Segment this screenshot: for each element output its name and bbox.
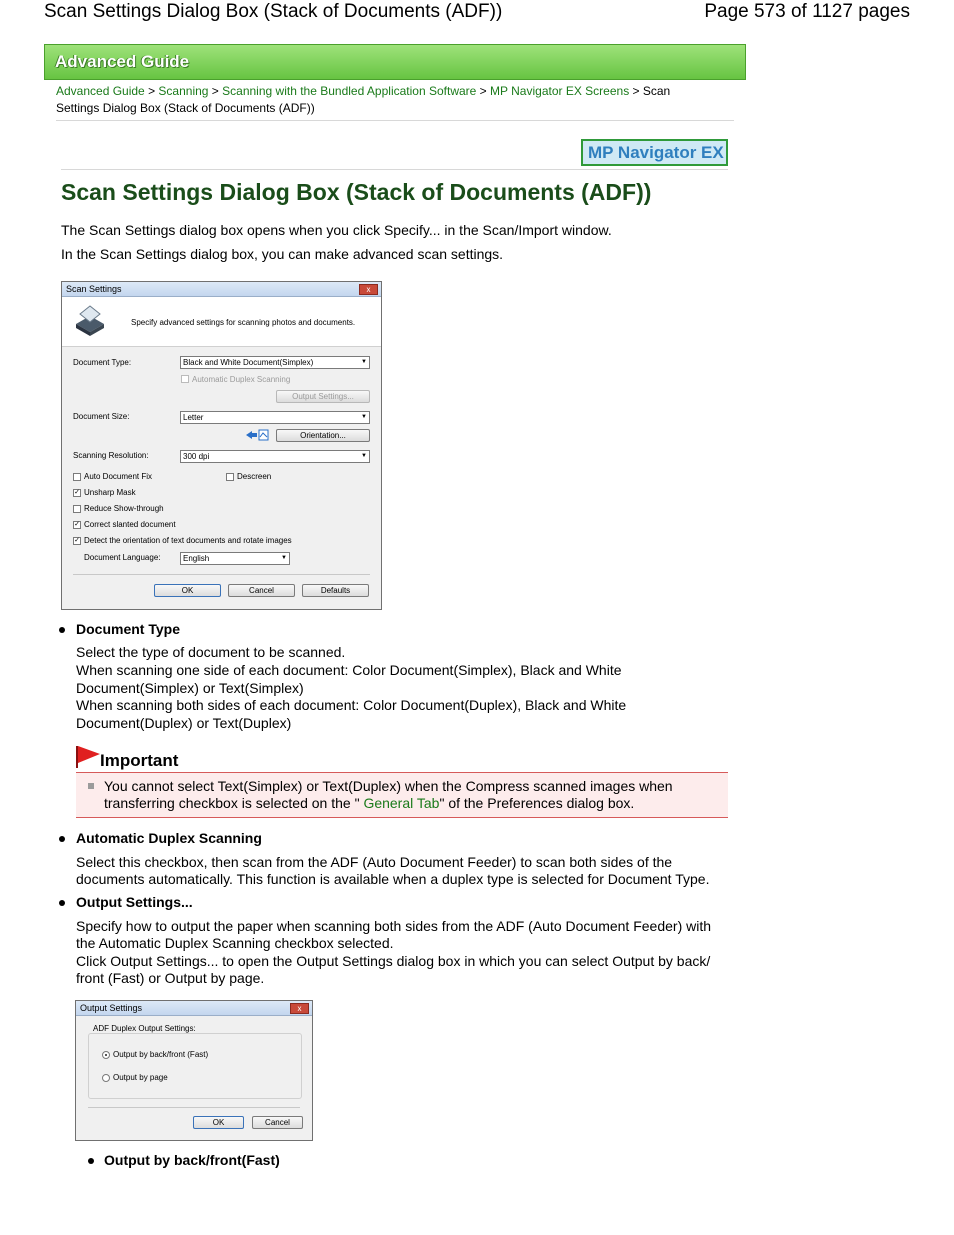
- output-settings-line: Specify how to output the paper when scanning both sides from the ADF (Auto Document Feeder) with: [76, 918, 712, 934]
- output-back-front-radio[interactable]: [102, 1051, 110, 1059]
- ok-button[interactable]: OK: [193, 1116, 244, 1129]
- unsharp-mask-label: Unsharp Mask: [84, 488, 136, 497]
- orientation-button[interactable]: Orientation...: [276, 429, 370, 442]
- breadcrumb-advanced-guide[interactable]: Advanced Guide: [56, 84, 145, 98]
- auto-duplex-line: Select this checkbox, then scan from the ADF (Auto Document Feeder) to scan both sides of the: [76, 854, 673, 870]
- output-settings-line: the Automatic Duplex Scanning checkbox selected.: [76, 935, 394, 951]
- document-type-select[interactable]: Black and White Document(Simplex) ▼: [180, 356, 370, 369]
- reduce-show-through-checkbox[interactable]: [73, 505, 81, 513]
- mp-navigator-logo: [581, 139, 728, 166]
- correct-slanted-label: Correct slanted document: [84, 520, 176, 529]
- document-type-line: When scanning both sides of each document: Color Document(Duplex), Black and White: [76, 697, 627, 713]
- important-label: Important: [100, 751, 179, 770]
- auto-duplex-label: Automatic Duplex Scanning: [192, 375, 291, 384]
- close-icon[interactable]: x: [290, 1003, 309, 1014]
- document-type-label: Document Type:: [73, 358, 132, 367]
- breadcrumb: [56, 83, 716, 117]
- flag-icon: [76, 745, 100, 769]
- document-size-select[interactable]: Letter ▼: [180, 411, 370, 424]
- advanced-guide-banner: [44, 44, 746, 80]
- important-line-2-pre: transferring checkbox is selected on the ": [104, 795, 364, 811]
- page-header: [44, 0, 910, 26]
- cancel-button[interactable]: Cancel: [228, 584, 295, 597]
- output-settings-dialog: [75, 1000, 313, 1141]
- adf-duplex-group-label: ADF Duplex Output Settings:: [93, 1024, 196, 1033]
- page-counter: Page 573 of 1127 pages: [704, 1, 910, 22]
- document-type-line: Document(Duplex) or Text(Duplex): [76, 715, 292, 731]
- detect-orientation-label: Detect the orientation of text documents and rotate images: [84, 536, 292, 545]
- resolution-label: Scanning Resolution:: [73, 451, 149, 460]
- document-type-heading: Document Type: [76, 621, 180, 637]
- close-icon[interactable]: x: [359, 284, 378, 295]
- output-by-page-radio[interactable]: [102, 1074, 110, 1082]
- important-line-2: [104, 795, 634, 813]
- breadcrumb-sep: >: [208, 84, 223, 98]
- auto-duplex-checkbox[interactable]: [181, 375, 189, 383]
- intro-line-1: The Scan Settings dialog box opens when you click Specify... in the Scan/Import window.: [61, 222, 612, 238]
- output-settings-line: Click Output Settings... to open the Output Settings dialog box in which you can select Output by back/: [76, 953, 711, 969]
- bullet: [59, 836, 65, 842]
- auto-duplex-line: documents automatically. This function is available when a duplex type is selected for Document Type.: [76, 871, 710, 887]
- document-language-label: Document Language:: [84, 553, 161, 562]
- output-by-page-label: Output by page: [113, 1073, 168, 1082]
- dialog-divider: [73, 574, 370, 575]
- auto-duplex-heading: Automatic Duplex Scanning: [76, 830, 262, 846]
- important-line-1: You cannot select Text(Simplex) or Text(Duplex) when the Compress scanned images when: [104, 778, 673, 794]
- output-settings-heading: Output Settings...: [76, 894, 193, 910]
- document-language-select[interactable]: English ▼: [180, 552, 290, 565]
- bullet: [59, 627, 65, 633]
- breadcrumb-sep: >: [476, 84, 491, 98]
- intro-line-2: In the Scan Settings dialog box, you can make advanced scan settings.: [61, 246, 504, 262]
- scanner-icon: [72, 302, 108, 338]
- dialog-titlebar: [76, 1001, 312, 1016]
- resolution-select[interactable]: 300 dpi ▼: [180, 450, 370, 463]
- dialog-title: Scan Settings: [66, 284, 122, 294]
- cancel-button[interactable]: Cancel: [252, 1116, 303, 1129]
- output-back-front-heading: Output by back/front(Fast): [104, 1152, 280, 1168]
- descreen-checkbox[interactable]: [226, 473, 234, 481]
- breadcrumb-bundled-software[interactable]: Scanning with the Bundled Application Software: [222, 84, 477, 98]
- breadcrumb-sep: >: [629, 84, 643, 98]
- descreen-label: Descreen: [237, 472, 272, 481]
- scan-settings-dialog: [61, 281, 382, 610]
- header-title: Scan Settings Dialog Box (Stack of Documents (ADF)): [44, 1, 503, 22]
- dialog-divider: [88, 1107, 300, 1108]
- dialog-title: Output Settings: [80, 1003, 143, 1013]
- document-type-line: Document(Simplex) or Text(Simplex): [76, 680, 304, 696]
- document-size-label: Document Size:: [73, 412, 130, 421]
- divider: [61, 169, 728, 170]
- dialog-titlebar: [62, 282, 381, 297]
- output-back-front-label: Output by back/front (Fast): [113, 1050, 209, 1059]
- breadcrumb-sep: >: [144, 84, 159, 98]
- reduce-show-through-label: Reduce Show-through: [84, 504, 164, 513]
- auto-document-fix-checkbox[interactable]: [73, 473, 81, 481]
- auto-document-fix-label: Auto Document Fix: [84, 472, 153, 481]
- dialog-header-area: [62, 297, 381, 347]
- output-settings-button[interactable]: Output Settings...: [276, 390, 370, 403]
- unsharp-mask-checkbox[interactable]: ✓: [74, 489, 80, 496]
- square-bullet: [88, 783, 94, 789]
- detect-orientation-checkbox[interactable]: ✓: [74, 537, 80, 544]
- logo-text: MP Navigator EX: [588, 143, 724, 162]
- document-type-line: When scanning one side of each document: Color Document(Simplex), Black and White: [76, 662, 622, 678]
- bullet: [59, 900, 65, 906]
- breadcrumb-scanning[interactable]: Scanning: [158, 84, 209, 98]
- bullet: [88, 1158, 94, 1164]
- breadcrumb-mp-navigator-screens[interactable]: MP Navigator EX Screens: [490, 84, 630, 98]
- breadcrumb-current: Scan Settings Dialog Box (Stack of Documents (ADF)): [56, 84, 671, 115]
- divider: [56, 120, 734, 121]
- general-tab-link[interactable]: General Tab: [363, 795, 440, 811]
- ok-button[interactable]: OK: [154, 584, 221, 597]
- dialog-description: Specify advanced settings for scanning photos and documents.: [131, 318, 356, 327]
- output-settings-line: front (Fast) or Output by page.: [76, 970, 265, 986]
- important-line-2-post: " of the Preferences dialog box.: [439, 795, 635, 811]
- orientation-icon: [245, 428, 269, 442]
- output-group-box: [88, 1033, 302, 1099]
- correct-slanted-checkbox[interactable]: ✓: [74, 521, 80, 528]
- document-type-line: Select the type of document to be scanned.: [76, 644, 346, 660]
- page-title: Scan Settings Dialog Box (Stack of Documents (ADF)): [61, 179, 652, 205]
- defaults-button[interactable]: Defaults: [302, 584, 369, 597]
- banner-label: Advanced Guide: [55, 52, 190, 71]
